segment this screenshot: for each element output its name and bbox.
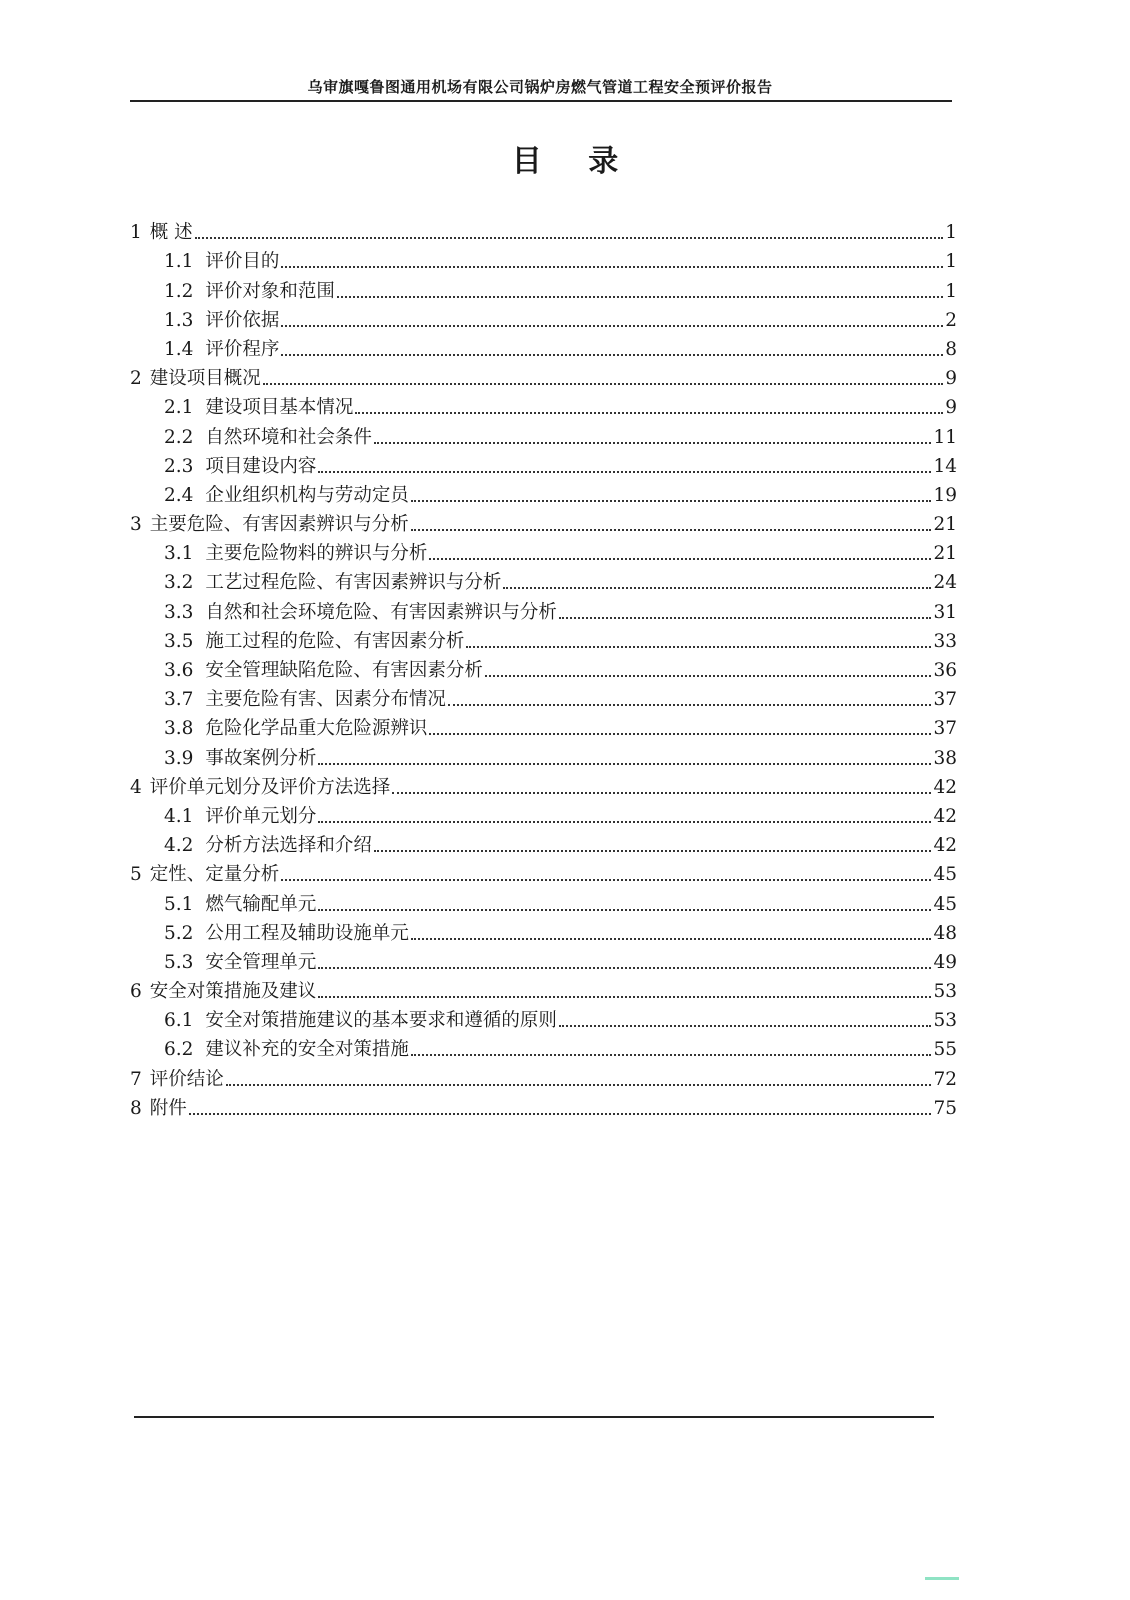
dot-leader: [559, 1024, 932, 1027]
toc-entry-page: 36: [933, 660, 957, 681]
toc-entry-number: 6.1: [164, 1010, 194, 1032]
footer-rule: [134, 1416, 934, 1418]
toc-section-entry[interactable]: [130, 594, 957, 623]
toc-entry-label: 主要危险有害、因素分布情况: [205, 689, 446, 711]
toc-section-entry[interactable]: [130, 478, 957, 507]
toc-entry-page: 1: [945, 222, 957, 244]
toc-section-entry[interactable]: [130, 419, 957, 448]
toc-entry-label: 评价结论: [149, 1068, 224, 1090]
dot-leader: [485, 674, 932, 677]
dot-leader: [281, 353, 943, 356]
toc-entry-number: 4.2: [164, 835, 194, 857]
toc-entry-label: 安全对策措施及建议: [149, 981, 317, 1003]
toc-entry-number: 8: [130, 1097, 142, 1119]
toc-section-entry[interactable]: [130, 332, 957, 361]
toc-entry-label: 自然环境和社会条件: [205, 426, 372, 448]
dot-leader: [281, 265, 943, 268]
toc-chapter-entry[interactable]: [130, 1061, 957, 1090]
table-of-contents: [130, 215, 957, 1120]
toc-section-entry[interactable]: [130, 536, 957, 565]
toc-entry-page: 24: [933, 572, 957, 594]
toc-section-entry[interactable]: [130, 828, 957, 857]
toc-entry-page: 55: [933, 1039, 957, 1061]
toc-entry-page: 1: [945, 251, 957, 273]
toc-entry-page: 48: [933, 922, 957, 944]
toc-entry-page: 42: [933, 805, 957, 827]
toc-entry-label: 评价对象和范围: [205, 280, 335, 302]
dot-leader: [195, 236, 943, 239]
toc-chapter-entry[interactable]: [130, 770, 957, 799]
toc-section-entry[interactable]: [130, 740, 957, 769]
toc-entry-label: 项目建设内容: [205, 455, 317, 477]
dot-leader: [429, 557, 931, 560]
toc-entry-number: 3.9: [164, 747, 194, 769]
toc-entry-number: 6: [130, 981, 142, 1003]
toc-section-entry[interactable]: [130, 390, 957, 419]
toc-entry-label: 概 述: [149, 222, 193, 244]
dot-leader: [503, 586, 931, 589]
toc-entry-label: 建设项目基本情况: [205, 397, 354, 419]
toc-entry-number: 1.2: [164, 280, 194, 302]
dot-leader: [559, 616, 932, 619]
running-header: 乌审旗嘎鲁图通用机场有限公司锅炉房燃气管道工程安全预评价报告: [307, 78, 773, 96]
dot-leader: [355, 411, 943, 414]
dot-leader: [281, 324, 943, 327]
toc-entry-page: 11: [933, 426, 957, 448]
toc-entry-page: 53: [933, 981, 957, 1003]
toc-entry-label: 评价依据: [205, 309, 280, 331]
toc-section-entry[interactable]: [130, 886, 957, 915]
dot-leader: [189, 1112, 932, 1115]
toc-entry-label: 主要危险、有害因素辨识与分析: [149, 514, 409, 536]
toc-entry-page: 9: [945, 397, 957, 419]
toc-entry-page: 1: [945, 280, 957, 302]
toc-entry-number: 1: [130, 222, 142, 244]
toc-entry-label: 分析方法选择和介绍: [205, 835, 372, 857]
toc-entry-page: 37: [933, 718, 957, 740]
toc-entry-page: 9: [945, 368, 957, 390]
toc-entry-number: 4.1: [164, 805, 194, 827]
toc-section-entry[interactable]: [130, 273, 957, 302]
dot-leader: [448, 703, 932, 706]
toc-entry-page: 53: [933, 1010, 957, 1032]
dot-leader: [466, 645, 931, 648]
toc-entry-number: 5.2: [164, 922, 194, 944]
dot-leader: [318, 995, 931, 998]
dot-leader: [392, 791, 931, 794]
dot-leader: [429, 732, 931, 735]
toc-entry-label: 工艺过程危险、有害因素辨识与分析: [205, 572, 502, 594]
toc-entry-number: 3.3: [164, 601, 194, 623]
toc-entry-number: 7: [130, 1068, 142, 1090]
toc-entry-page: 38: [933, 747, 957, 769]
toc-entry-page: 21: [933, 543, 957, 565]
toc-entry-page: 19: [933, 484, 957, 506]
dot-leader: [411, 1053, 932, 1056]
toc-entry-number: 1.4: [164, 338, 194, 360]
toc-entry-number: 3: [130, 514, 142, 536]
toc-section-entry[interactable]: [130, 682, 957, 711]
toc-chapter-entry[interactable]: [130, 974, 957, 1003]
dot-leader: [226, 1083, 932, 1086]
toc-entry-page: 33: [933, 630, 957, 652]
toc-entry-number: 5: [130, 864, 142, 886]
toc-entry-number: 2.2: [164, 426, 194, 448]
toc-entry-number: 3.2: [164, 572, 194, 594]
toc-entry-label: 主要危险物料的辨识与分析: [205, 543, 428, 565]
toc-entry-label: 企业组织机构与劳动定员: [205, 484, 409, 506]
toc-entry-page: 42: [933, 776, 957, 798]
toc-entry-page: 2: [945, 309, 957, 331]
toc-entry-number: 3.8: [164, 718, 194, 740]
toc-entry-label: 建设项目概况: [149, 368, 261, 390]
dot-leader: [263, 382, 943, 385]
toc-entry-label: 公用工程及辅助设施单元: [205, 922, 409, 944]
toc-entry-label: 施工过程的危险、有害因素分析: [205, 630, 465, 652]
toc-entry-number: 5.3: [164, 951, 194, 973]
toc-entry-page: 8: [945, 338, 957, 360]
toc-entry-label: 燃气输配单元: [205, 893, 317, 915]
header-rule: [130, 100, 952, 102]
toc-chapter-entry[interactable]: [130, 507, 957, 536]
toc-chapter-entry[interactable]: [130, 215, 957, 244]
toc-section-entry[interactable]: [130, 1032, 957, 1061]
toc-entry-page: 72: [933, 1068, 957, 1090]
toc-entry-label: 安全对策措施建议的基本要求和遵循的原则: [205, 1010, 557, 1032]
toc-entry-label: 事故案例分析: [205, 747, 317, 769]
toc-section-entry[interactable]: [130, 624, 957, 653]
toc-entry-page: 42: [933, 835, 957, 857]
toc-entry-number: 3.5: [164, 630, 194, 652]
toc-entry-number: 3.7: [164, 689, 194, 711]
dot-leader: [374, 849, 932, 852]
toc-entry-label: 评价单元划分及评价方法选择: [149, 776, 391, 798]
toc-entry-label: 安全管理单元: [205, 951, 317, 973]
toc-entry-label: 自然和社会环境危险、有害因素辨识与分析: [205, 601, 557, 623]
toc-entry-number: 3.6: [164, 660, 194, 681]
toc-entry-number: 2: [130, 368, 142, 390]
toc-entry-page: 49: [933, 951, 957, 973]
toc-entry-number: 1.3: [164, 309, 194, 331]
dot-leader: [318, 908, 931, 911]
scan-mark: [925, 1577, 959, 1580]
dot-leader: [318, 820, 931, 823]
dot-leader: [318, 470, 931, 473]
toc-entry-number: 4: [130, 776, 142, 798]
toc-section-entry[interactable]: [130, 244, 957, 273]
toc-entry-page: 75: [933, 1097, 957, 1119]
dot-leader: [411, 499, 932, 502]
toc-entry-label: 危险化学品重大危险源辨识: [205, 718, 428, 740]
dot-leader: [411, 528, 932, 531]
toc-entry-label: 建议补充的安全对策措施: [205, 1039, 409, 1061]
toc-entry-label: 评价单元划分: [205, 805, 317, 827]
toc-section-entry[interactable]: [130, 799, 957, 828]
toc-entry-label: 附件: [149, 1097, 187, 1119]
toc-section-entry[interactable]: [130, 565, 957, 594]
toc-entry-number: 5.1: [164, 893, 194, 915]
toc-entry-label: 评价目的: [205, 251, 280, 273]
toc-entry-number: 2.1: [164, 397, 194, 419]
toc-entry-label: 定性、定量分析: [149, 864, 280, 886]
dot-leader: [318, 762, 931, 765]
toc-section-entry[interactable]: [130, 711, 957, 740]
toc-entry-label: 安全管理缺陷危险、有害因素分析: [205, 660, 483, 681]
toc-entry-page: 37: [933, 689, 957, 711]
toc-section-entry[interactable]: [130, 303, 957, 332]
dot-leader: [281, 878, 931, 881]
toc-entry-number: 6.2: [164, 1039, 194, 1061]
toc-entry-number: 1.1: [164, 251, 194, 273]
toc-chapter-entry[interactable]: [130, 361, 957, 390]
toc-entry-label: 评价程序: [205, 338, 280, 360]
toc-entry-number: 3.1: [164, 543, 194, 565]
dot-leader: [318, 966, 931, 969]
toc-entry-page: 45: [933, 864, 957, 886]
dot-leader: [337, 295, 943, 298]
dot-leader: [374, 441, 932, 444]
toc-chapter-entry[interactable]: [130, 857, 957, 886]
toc-entry-number: 2.3: [164, 455, 194, 477]
dot-leader: [411, 937, 932, 940]
toc-chapter-entry[interactable]: [130, 1091, 957, 1120]
toc-section-entry[interactable]: [130, 945, 957, 974]
toc-entry-page: 45: [933, 893, 957, 915]
toc-section-entry[interactable]: [130, 449, 957, 478]
toc-section-entry[interactable]: [130, 1003, 957, 1032]
toc-section-entry[interactable]: [130, 653, 957, 682]
toc-section-entry[interactable]: [130, 916, 957, 945]
toc-title: 目 录: [511, 144, 637, 179]
toc-entry-number: 2.4: [164, 484, 194, 506]
toc-entry-page: 14: [933, 455, 957, 477]
toc-entry-page: 21: [933, 514, 957, 536]
toc-entry-page: 31: [933, 601, 957, 623]
